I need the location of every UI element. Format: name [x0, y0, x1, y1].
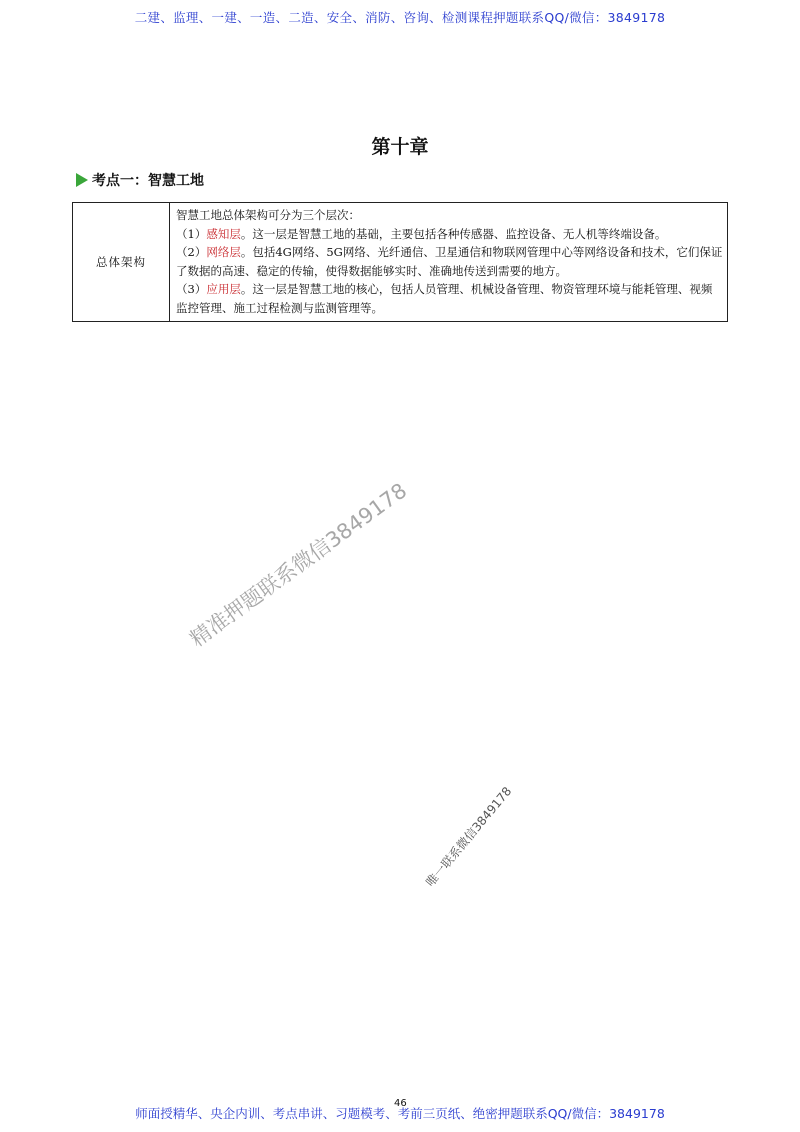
- header-banner: 二建、监理、一建、一造、二造、安全、消防、咨询、检测课程押题联系QQ/微信：3849178: [134, 10, 666, 25]
- content-table: [72, 202, 728, 322]
- item-term: 应用层: [206, 282, 241, 296]
- item-term: 网络层: [206, 245, 241, 259]
- triangle-marker-icon: [76, 173, 88, 187]
- list-item: [176, 225, 723, 244]
- page-number: 46: [394, 1098, 407, 1109]
- item-number: （3）: [176, 282, 207, 296]
- intro-text: 智慧工地总体架构可分为三个层次：: [176, 208, 360, 222]
- item-term: 感知层: [206, 226, 241, 241]
- row-body: [170, 203, 728, 322]
- row-label: 总体架构: [73, 203, 170, 322]
- item-text: 。包括4G网络、5G网络、光纤通信、卫星通信和物联网管理中心等网络设备和技术，它们保证了数据的高速、稳定的传输，使得数据能够实时、准确地传送到需要的地方。: [176, 245, 723, 278]
- list-item: [176, 243, 723, 280]
- watermark-large: 精准押题联系微信3849178: [185, 478, 412, 652]
- watermark-small: 唯一联系微信3849178: [423, 784, 515, 890]
- item-text: 。这一层是智慧工地的基础，主要包括各种传感器、监控设备、无人机等终端设备。: [240, 226, 667, 241]
- table-row: [73, 203, 728, 322]
- section-heading: [76, 170, 204, 190]
- section-heading-text: 考点一：智慧工地: [92, 173, 204, 189]
- chapter-title: 第十章: [371, 136, 429, 158]
- item-number: （1）: [176, 226, 207, 241]
- item-number: （2）: [176, 245, 207, 259]
- item-text: 。这一层是智慧工地的核心，包括人员管理、机械设备管理、物资管理环境与能耗管理、视频监控管理、施工过程检测与监测管理等。: [176, 282, 713, 315]
- footer-banner: 师面授精华、央企内训、考点串讲、习题模考、考前三页纸、绝密押题联系QQ/微信：3849178: [135, 1106, 665, 1121]
- list-item: [176, 280, 723, 317]
